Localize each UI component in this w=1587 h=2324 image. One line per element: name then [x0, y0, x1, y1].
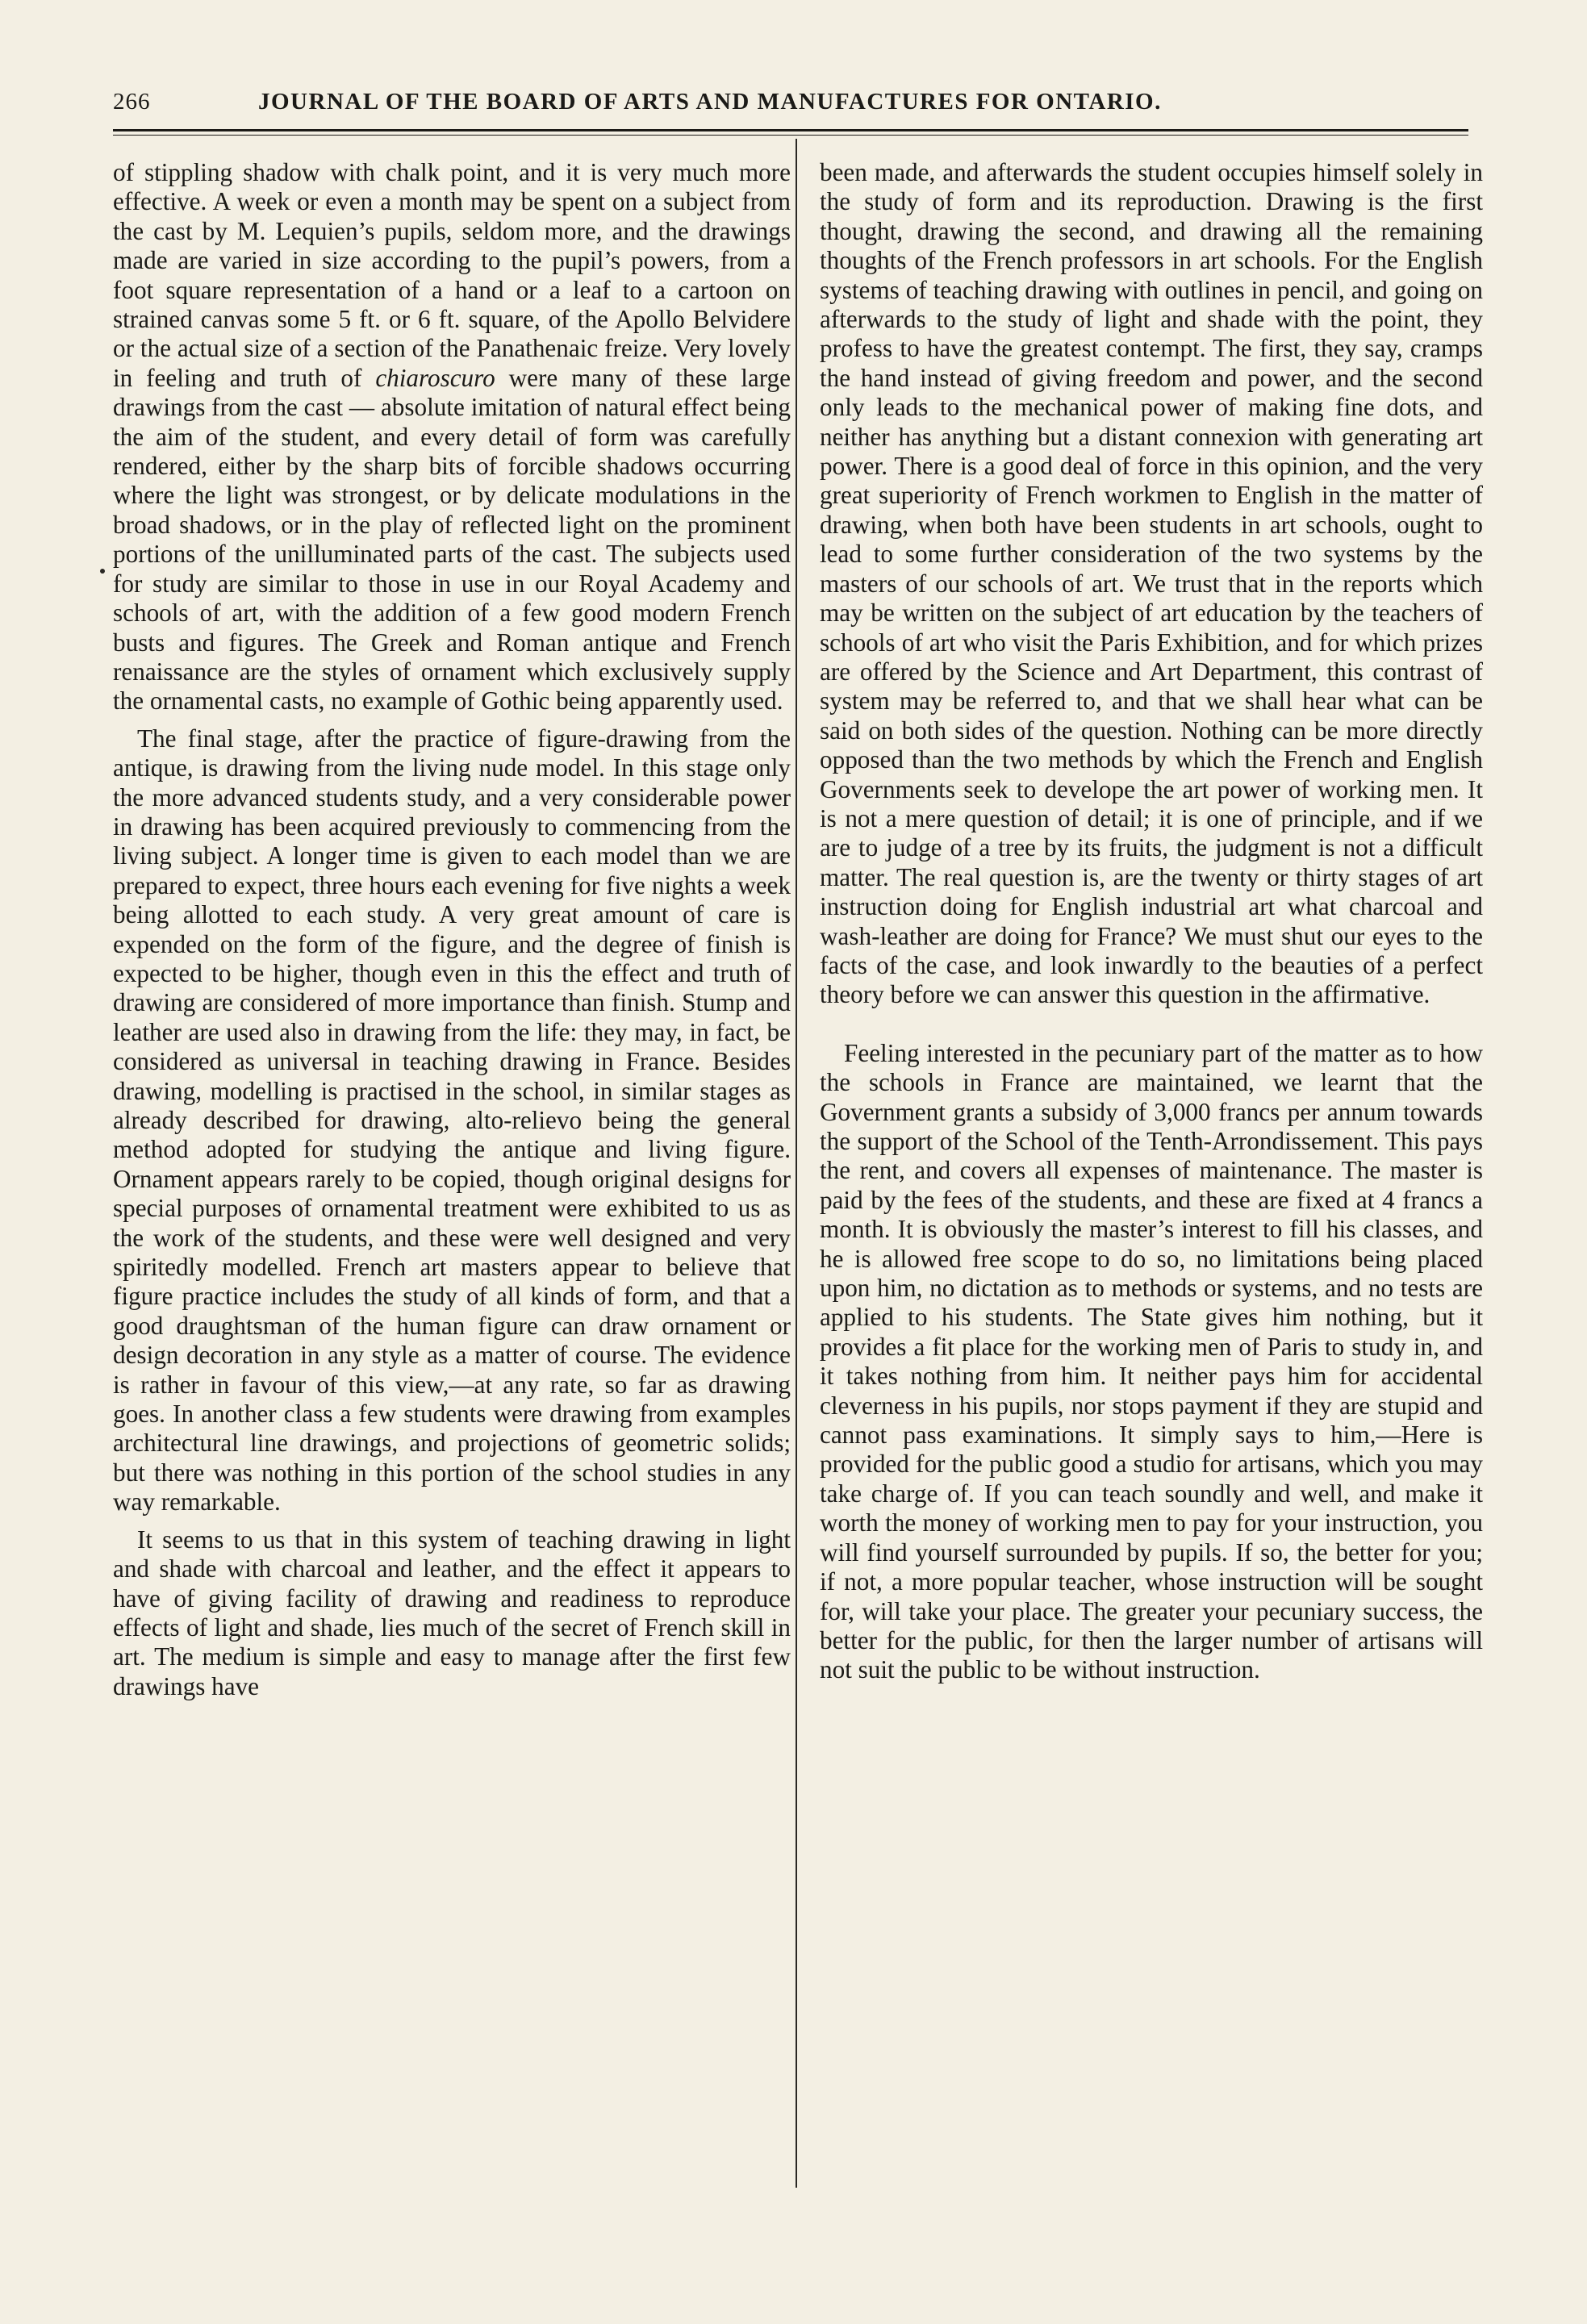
left-column: [113, 158, 791, 1701]
page-number: 266: [113, 89, 151, 115]
paragraph: It seems to us that in this system of teaching drawing in light and shade with charcoal and leather, and the effect it appears to have of giving facility of drawing and readiness to reproduce effects of light and shade, lies much of the secret of French skill in art. The medium is simple and easy to manage after the first few drawings have: [113, 1525, 791, 1700]
right-column: [820, 158, 1483, 1685]
page-header: [113, 77, 1468, 126]
paragraph-text-part: were many of these large drawings from the cast — absolute imitation of natural effect being the aim of the student, and every detail of form was carefully rendered, either by the sharp bits of forcible shadows occurring where the light was strongest, or by delicate modulations in the broad shadows, or in the play of reflected light on the prominent portions of the unilluminated parts of the cast. The subjects used for study are similar to those in use in our Royal Academy and schools of art, with the addition of a few good modern French busts and figures. The Greek and Roman antique and French renaissance are the styles of ornament which exclusively supply the ornamental casts, no example of Gothic being apparently used.: [113, 363, 791, 716]
paragraph: been made, and afterwards the student occupies himself solely in the study of form and its reproduction. Drawing is the first thought, drawing the second, and drawing all the remaining thoughts of the French professors in art schools. For the English systems of teaching drawing with outlines in pencil, and going on afterwards to the study of light and shade with the point, they profess to have the greatest contempt. The first, they say, cramps the hand instead of giving freedom and power, and the second only leads to the mechanical power of making fine dots, and neither has anything but a distant connexion with generating art power. There is a good deal of force in this opinion, and the very great superiority of French workmen to English in the matter of drawing, when both have been students in art schools, ought to lead to some further consideration of the two systems by the masters of our schools of art. We trust that in the reports which may be written on the subject of art education by the teachers of schools of art who visit the Paris Exhibition, and for which prizes are offered by the Science and Art Department, this contrast of system may be referred to, and that we shall hear what can be said on both sides of the question. Nothing can be more directly opposed than the two methods by which the French and English Governments seek to develope the art power of working men. It is not a mere question of detail; it is one of principle, and if we are to judge of a tree by its fruits, the judgment is not a difficult matter. The real question is, are the twenty or thirty stages of art instruction doing for English industrial art what charcoal and wash-leather are doing for France? We must shut our eyes to the facts of the case, and look inwardly to the beauties of a perfect theory before we can answer this question in the affirmative.: [820, 158, 1483, 1009]
running-title: JOURNAL OF THE BOARD OF ARTS AND MANUFACTURES FOR ONTARIO.: [258, 89, 1162, 115]
column-divider: [796, 139, 797, 2188]
italic-term: chiaroscuro: [375, 363, 495, 392]
paragraph-text-part: of stippling shadow with chalk point, and it is very much more effective. A week or even a month may be spent on a subject from the cast by M. Lequien’s pupils, seldom more, and the drawings made are varied in size according to the pupil’s powers, from a foot square representation of a hand or a leaf to a cartoon on strained canvas some 5 ft. or 6 ft. square, of the Apollo Belvidere or the actual size of a section of the Panathenaic freize. Very lovely in feeling and truth of: [113, 158, 791, 392]
paragraph: [113, 158, 791, 716]
header-rule: [113, 129, 1468, 131]
paragraph: Feeling interested in the pecuniary part of the matter as to how the schools in France are maintained, we learnt that the Government grants a subsidy of 3,000 francs per annum towards the support of the School of the Tenth-Arrondissement. This pays the rent, and covers all expenses of maintenance. The master is paid by the fees of the students, and these are fixed at 4 francs a month. It is obviously the master’s interest to fill his classes, and he is allowed free scope to do so, no limitations being placed upon him, no dictation as to methods or systems, and no tests are applied to his students. The State gives him nothing, but it provides a fit place for the working men of Paris to study in, and it takes nothing from him. It neither pays him for accidental cleverness in his pupils, nor stops payment if they are stupid and cannot pass examinations. It simply says to him,—Here is provided for the public good a studio for artisans, which you may take charge of. If you can teach soundly and well, and make it worth the money of working men to pay for your instruction, you will find yourself surrounded by pupils. If so, the better for you; if not, a more popular teacher, whose instruction will be sought for, will take your place. The greater your pecuniary success, the better for the public, for then the larger number of artisans will not suit the public to be without instruction.: [820, 1038, 1483, 1684]
header-rule-thin: [113, 135, 1468, 136]
margin-mark: [100, 569, 105, 574]
paragraph: The final stage, after the practice of figure-drawing from the antique, is drawing from the living nude model. In this stage only the more advanced students study, and a very considerable power in drawing has been acquired previously to commencing from the living subject. A longer time is given to each model than we are prepared to expect, three hours each evening for five nights a week being allotted to each study. A very great amount of care is expended on the form of the figure, and the degree of finish is expected to be higher, though even in this the effect and truth of drawing are considered of more importance than finish. Stump and leather are used also in drawing from the life: they may, in fact, be considered as universal in teaching drawing in France. Besides drawing, modelling is practised in the school, in similar stages as already described for drawing, alto-relievo being the general method adopted for studying the antique and living figure. Ornament appears rarely to be copied, though original designs for special purposes of ornamental treatment were exhibited to us as the work of the students, and these were well designed and very spiritedly modelled. French art masters appear to believe that figure practice includes the study of all kinds of form, and that a good draughtsman of the human figure can draw ornament or design decoration in any style as a matter of course. The evidence is rather in favour of this view,—at any rate, so far as drawing goes. In another class a few students were drawing from examples architectural line drawings, and projections of geometric solids; but there was nothing in this portion of the school studies in any way remarkable.: [113, 724, 791, 1517]
